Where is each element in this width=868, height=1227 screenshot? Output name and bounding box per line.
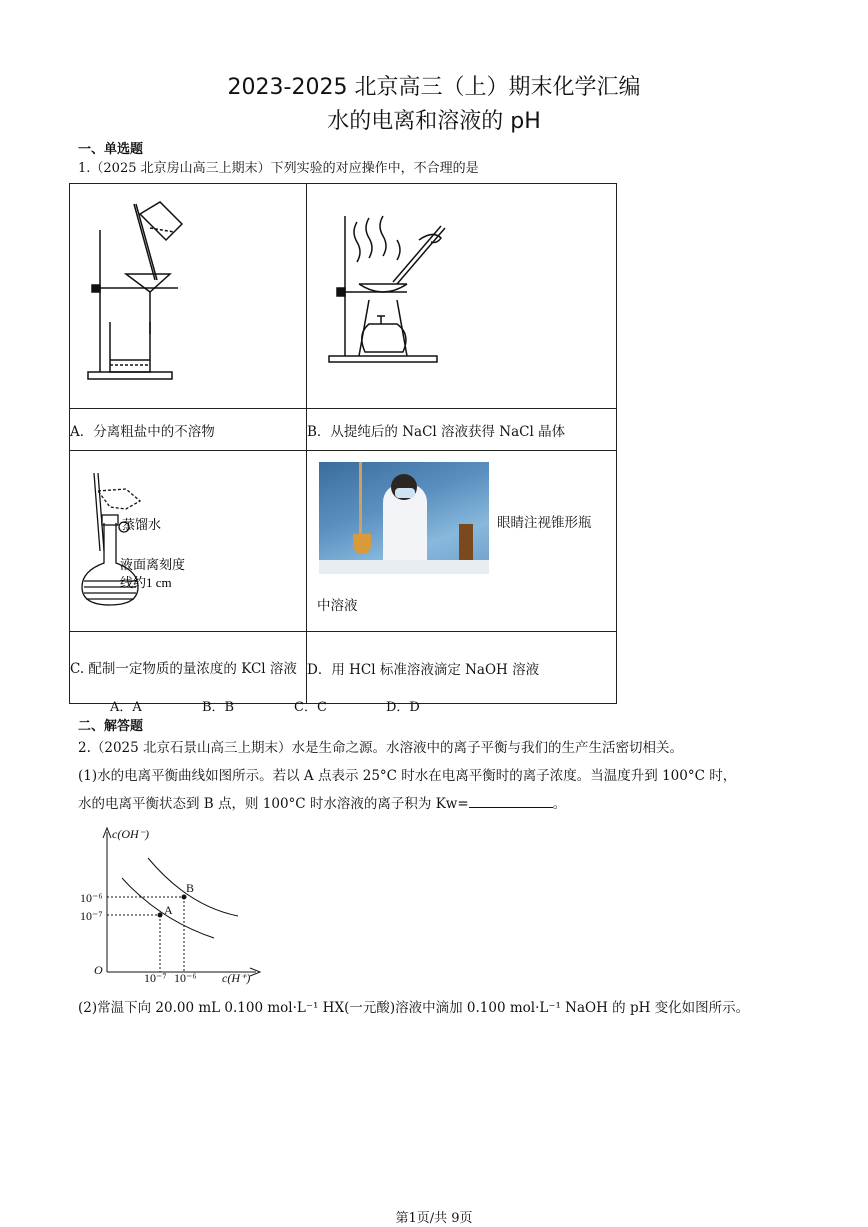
question-2-stem: 2.（2025 北京石景山高三上期末）水是生命之源。水溶液中的离子平衡与我们的生产生活密切相关。: [78, 740, 684, 756]
point-b-label: B: [186, 881, 195, 895]
question-1-options: [110, 696, 478, 715]
cell-figure-c: [70, 451, 307, 632]
x-axis-label: c(H⁺): [222, 971, 251, 985]
x-tick-2: 10⁻⁶: [174, 971, 197, 985]
option-d[interactable]: D．D: [386, 700, 420, 715]
section-heading-answer: 二、解答题: [78, 719, 144, 734]
label-distilled-water: 蒸馏水: [122, 517, 162, 532]
document-subtitle: 水的电离和溶液的 pH: [327, 109, 541, 134]
caption-d-bottom: 中溶液: [317, 598, 358, 614]
caption-c: C. 配制一定物质的量浓度的 KCl 溶液: [70, 632, 307, 704]
y-axis-label: c(OH⁻): [112, 827, 149, 841]
point-b-marker: [182, 895, 187, 900]
cell-figure-d: [307, 451, 617, 632]
label-liquid-level-1: 液面离刻度: [120, 557, 186, 572]
page-number: 第1页/共 9页: [395, 1211, 473, 1226]
point-a-label: A: [164, 903, 173, 917]
caption-d-top: 眼睛注视锥形瓶: [497, 515, 592, 531]
answer-blank-kw[interactable]: [469, 795, 553, 808]
evaporation-apparatus-figure: [307, 184, 616, 404]
titration-photo: [319, 462, 489, 574]
label-liquid-level-2: 线约1 cm: [120, 575, 172, 590]
cell-figure-a: [70, 184, 307, 409]
option-a[interactable]: A．A: [110, 700, 142, 715]
origin-label: O: [94, 963, 103, 977]
cell-figure-b: [307, 184, 617, 409]
part-1-line-2: 水的电离平衡状态到 B 点，则 100°C 时水溶液的离子积为 Kw=: [78, 796, 469, 812]
y-tick-1: 10⁻⁶: [80, 891, 103, 905]
caption-a: A．分离粗盐中的不溶物: [70, 409, 307, 451]
water-ionization-graph: [78, 822, 278, 986]
volumetric-flask-figure: [70, 451, 306, 627]
filtration-apparatus-figure: [70, 184, 306, 404]
section-heading-single-choice: 一、单选题: [78, 142, 144, 157]
question-1-stem: 1.（2025 北京房山高三上期末）下列实验的对应操作中，不合理的是: [78, 161, 479, 176]
document-title: 2023-2025 北京高三（上）期末化学汇编: [227, 75, 641, 100]
part-1-line-1: (1)水的电离平衡曲线如图所示。若以 A 点表示 25°C 时水在电离平衡时的离子浓度。当温度升到 100°C 时，: [78, 768, 737, 784]
question-1-table: [69, 183, 617, 704]
point-a-marker: [158, 913, 163, 918]
question-2-part-2: (2)常温下向 20.00 mL 0.100 mol·L⁻¹ HX(一元酸)溶液中滴加 0.100 mol·L⁻¹ NaOH 的 pH 变化如图所示。: [78, 1000, 750, 1016]
caption-b: B．从提纯后的 NaCl 溶液获得 NaCl 晶体: [307, 409, 617, 451]
question-2-part-1: [78, 762, 798, 818]
x-tick-1: 10⁻⁷: [144, 971, 167, 985]
y-tick-2: 10⁻⁷: [80, 909, 103, 923]
part-1-end: 。: [552, 796, 567, 812]
option-c[interactable]: C．C: [294, 700, 327, 715]
option-b[interactable]: B．B: [202, 700, 235, 715]
caption-d: D．用 HCl 标准溶液滴定 NaOH 溶液: [307, 632, 617, 704]
